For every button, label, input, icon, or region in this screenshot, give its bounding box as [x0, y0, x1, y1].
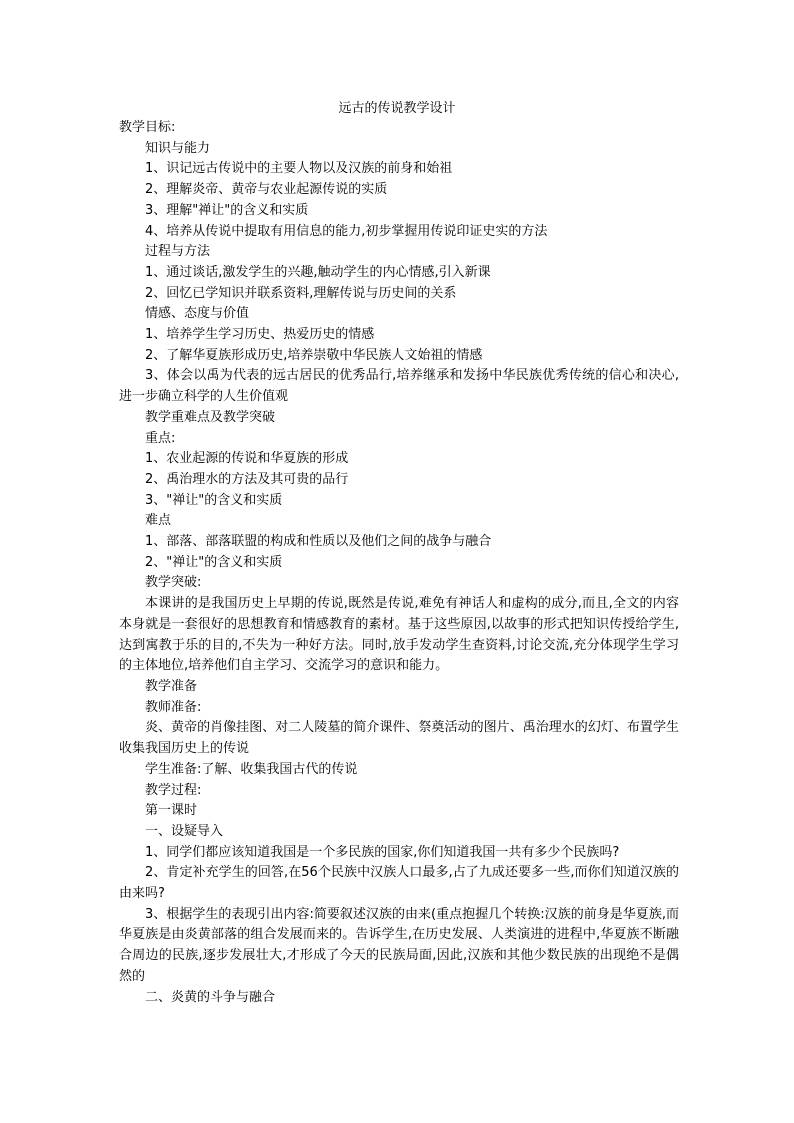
- paragraph: 3、理解"禅让"的含义和实质: [145, 202, 309, 218]
- paragraph: 1、培养学生学习历史、热爱历史的情感: [145, 327, 375, 343]
- paragraph: 教学准备: [145, 678, 198, 694]
- paragraph: 1、农业起源的传说和华夏族的形成: [145, 451, 349, 467]
- paragraph: 炎、黄帝的肖像挂图、对二人陵墓的简介课件、祭奠活动的图片、禹治理水的幻灯、布置学生收集我国历史上的传说: [119, 720, 679, 757]
- paragraph: 3、根据学生的表现引出内容:简要叙述汉族的由来(重点抱握几个转换:汉族的前身是华夏族,而华夏族是由炎黄部落的组合发展而来的。告诉学生,在历史发展、人类演进的进程中,华夏族不断融合周边的民族,逐步发展壮大,才形成了今天的民族局面,因此,汉族和其他少数民族的出现绝不是偶然的: [119, 906, 679, 984]
- paragraph: 一、设疑导入: [145, 823, 224, 839]
- paragraph: 4、培养从传说中提取有用信息的能力,初步掌握用传说印证史实的方法: [145, 223, 548, 239]
- paragraph: 2、理解炎帝、黄帝与农业起源传说的实质: [145, 182, 388, 198]
- document-body: [119, 118, 679, 1008]
- paragraph: 2、肯定补充学生的回答,在56个民族中汉族人口最多,占了九成还要多一些,而你们知道汉族的由来吗?: [119, 865, 679, 902]
- paragraph: 1、通过谈话,激发学生的兴趣,触动学生的内心情感,引入新课: [145, 264, 491, 280]
- paragraph: 2、"禅让"的含义和实质: [145, 554, 283, 570]
- paragraph: 教学重难点及教学突破: [145, 409, 276, 425]
- paragraph: 教学目标:: [119, 120, 176, 135]
- paragraph: 教学突破:: [145, 575, 202, 591]
- paragraph: 情感、态度与价值: [145, 306, 250, 322]
- paragraph: 1、识记远古传说中的主要人物以及汉族的前身和始祖: [145, 161, 453, 177]
- document-title: 远古的传说教学设计: [338, 101, 456, 116]
- paragraph: 难点: [145, 513, 172, 529]
- paragraph: 教师准备:: [145, 699, 202, 715]
- paragraph: 2、了解华夏族形成历史,培养崇敬中华民族人文始祖的情感: [145, 347, 483, 363]
- paragraph: 知识与能力: [145, 140, 211, 156]
- paragraph: 2、回忆已学知识并联系资料,理解传说与历史间的关系: [145, 285, 457, 301]
- paragraph: 本课讲的是我国历史上早期的传说,既然是传说,难免有神话人和虚构的成分,而且,全文的内容本身就是一套很好的思想教育和情感教育的素材。基于这些原因,以故事的形式把知识传授给学生,达到寓教于乐的目的,不失为一种好方法。同时,放手发动学生查资料,讨论交流,充分体现学生学习的主体地位,培养他们自主学习、交流学习的意识和能力。: [119, 596, 679, 674]
- paragraph: 3、体会以禹为代表的远古居民的优秀品行,培养继承和发扬中华民族优秀传统的信心和决心,进一步确立科学的人生价值观: [119, 368, 679, 405]
- paragraph: 第一课时: [145, 803, 198, 819]
- paragraph: 1、同学们都应该知道我国是一个多民族的国家,你们知道我国一共有多少个民族吗?: [145, 844, 620, 860]
- paragraph: 二、炎黄的斗争与融合: [145, 989, 276, 1005]
- paragraph: 教学过程:: [145, 782, 202, 798]
- paragraph: 3、"禅让"的含义和实质: [145, 492, 283, 508]
- paragraph: 1、部落、部落联盟的构成和性质以及他们之间的战争与融合: [145, 534, 492, 550]
- paragraph: 2、禹治理水的方法及其可贵的品行: [145, 471, 349, 487]
- paragraph: 学生准备:了解、收集我国古代的传说: [145, 761, 358, 777]
- paragraph: 重点:: [145, 430, 176, 446]
- paragraph: 过程与方法: [145, 244, 211, 260]
